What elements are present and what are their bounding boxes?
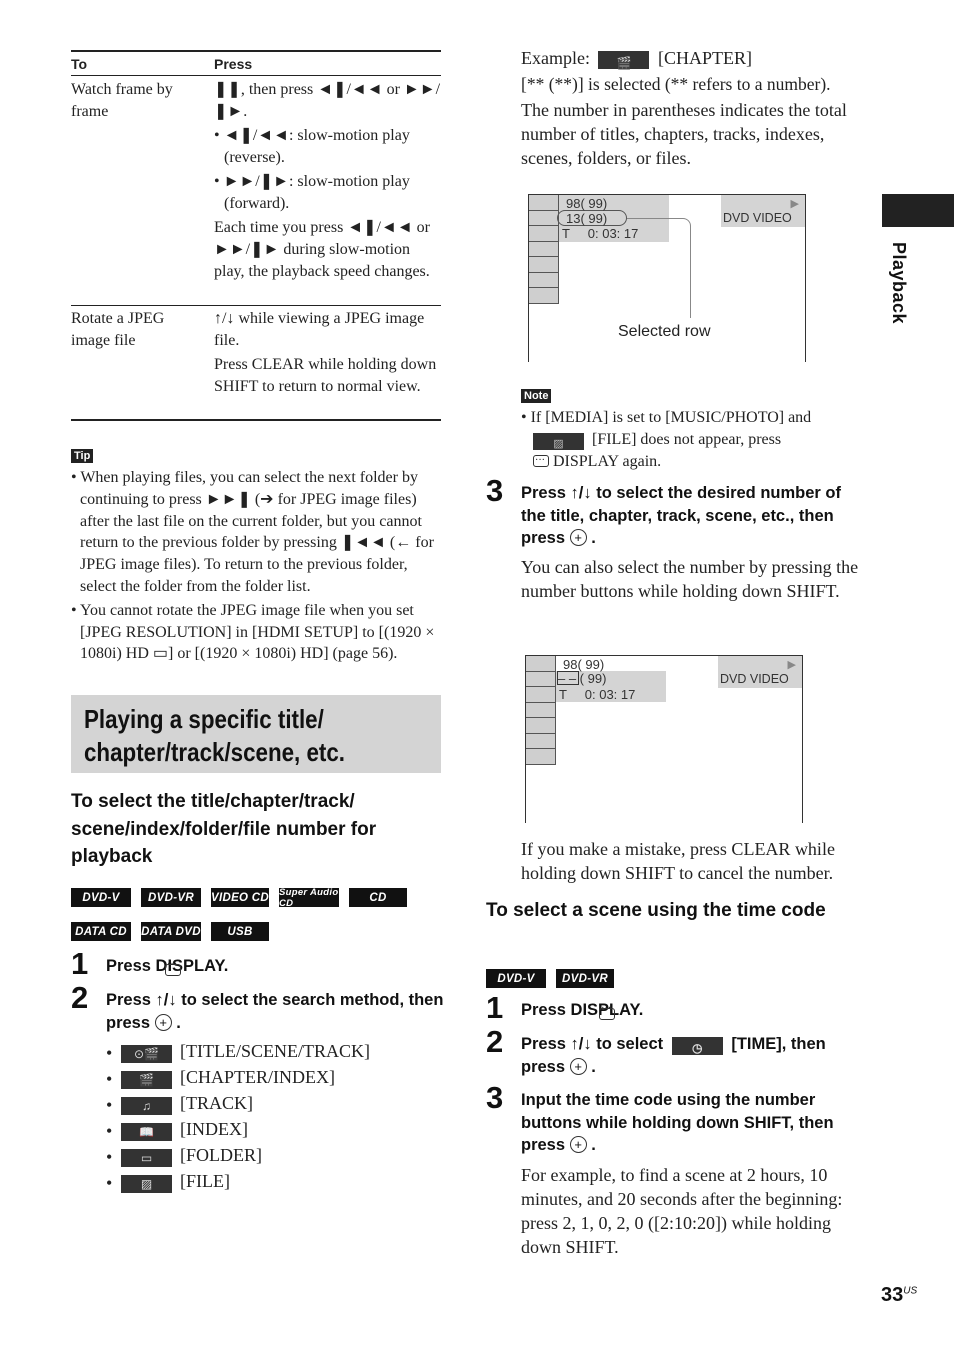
step-3-detail: You can also select the number by pressing the number buttons while holding down SHIFT. <box>521 557 859 601</box>
step-1-text: Press DISPLAY. <box>521 1001 644 1019</box>
tip-label: Tip <box>71 449 93 463</box>
example-chapter: [CHAPTER] <box>657 48 752 68</box>
example-selected: [** (**)] is selected (** refers to a number). <box>521 74 831 94</box>
osd-disc-type-box <box>721 195 805 227</box>
badge-cd: CD <box>349 888 407 907</box>
step-number: 1 <box>486 990 504 1025</box>
mistake-note: If you make a mistake, press CLEAR while holding down SHIFT to cancel the number. <box>521 839 835 883</box>
example-line <box>521 46 861 70</box>
step-1-text: Press DISPLAY. <box>106 957 229 975</box>
file-icon: ▨ <box>121 1175 172 1193</box>
step-2-text: Press ↑/↓ to select the search method, then press <box>106 991 444 1032</box>
table-row <box>71 76 441 306</box>
press-line: • ◄❚/◄◄: slow-motion play (reverse). <box>214 127 410 166</box>
osd-title-number: 98( 99) <box>566 196 608 211</box>
enter-button-icon <box>570 529 587 546</box>
title-icon: ⊙🎬 <box>121 1045 172 1063</box>
list-item-label: [INDEX] <box>180 1119 248 1139</box>
page-number-suffix: US <box>903 1285 918 1297</box>
list-item-label: [TITLE/SCENE/TRACK] <box>180 1041 370 1061</box>
row-press <box>214 79 441 285</box>
table-row <box>71 306 441 421</box>
osd-chapter-number: 13( 99) <box>566 211 608 226</box>
step-text: Input the time code using the number buttons while holding down SHIFT, then press + . <box>521 1089 861 1157</box>
col-press-header: Press <box>214 56 253 72</box>
tip-list <box>71 467 441 667</box>
osd-display-example <box>528 194 806 362</box>
display-button-icon <box>533 455 549 467</box>
step-text: Press ↑/↓ to select ◷ [TIME], then press + . <box>521 1033 861 1078</box>
press-line: • ►►/❚►: slow-motion play (forward). <box>214 173 410 212</box>
step-2-text: Press ↑/↓ to select <box>521 1035 664 1053</box>
chapter-icon: 🎬 <box>121 1071 172 1089</box>
file-icon: ▨ <box>533 433 584 450</box>
badge-dvd-vr: DVD-VR <box>556 969 614 988</box>
step-number: 1 <box>71 946 89 981</box>
section-title: Playing a specific title/ chapter/track/scene, etc. <box>84 704 346 767</box>
step-2-text: press <box>521 1057 566 1076</box>
osd-icon-column <box>529 195 559 304</box>
osd-display-input <box>525 655 803 823</box>
step-text <box>106 955 446 978</box>
osd-time: T 0: 03: 17 <box>562 226 639 241</box>
page-number-value: 33 <box>881 1284 904 1306</box>
osd-time: T 0: 03: 17 <box>559 687 636 702</box>
press-line: Each time you press ◄❚/◄◄ or ►►/❚► during slow-motion play, the playback speed changes. <box>214 219 430 280</box>
osd-disc-type: DVD VIDEO <box>723 211 792 225</box>
tip-item: • When playing files, you can select the next folder by continuing to press ►►❚ (➔ for JPEG image files) after the last file on the current folder, but you cannot return to the previous folder by pressing ❚◄◄ (← for JPEG image files). To return to the previous folder, select the folder from the folder list. <box>71 469 434 595</box>
display-button-icon <box>165 964 181 976</box>
note-text <box>521 407 861 473</box>
osd-title-number: 98( 99) <box>563 657 605 672</box>
badge-video-cd: VIDEO CD <box>211 888 269 907</box>
press-line: ↑/↓ while viewing a JPEG image file. <box>214 310 425 349</box>
chapter-icon: 🎬 <box>598 51 649 69</box>
row-to: Watch frame by frame <box>71 81 173 120</box>
osd-icon-column <box>526 656 556 765</box>
osd-disc-type: DVD VIDEO <box>720 672 789 686</box>
press-line: Press CLEAR while holding down SHIFT to return to normal view. <box>214 356 437 395</box>
play-icon: ▶ <box>787 659 796 671</box>
subheading-select-number: To select the title/chapter/track/ scene/index/folder/file number for playback <box>71 791 377 867</box>
tip-item: • You cannot rotate the JPEG image file when you set [JPEG RESOLUTION] in [HDMI SETUP] to [(1920 × 1080i) HD ▭] or [(1920 × 1080i) HD] (page 56). <box>71 601 435 663</box>
badge-data-dvd: DATA DVD <box>141 922 201 941</box>
osd-disc-type-box <box>718 656 802 688</box>
list-item-label: [FILE] <box>180 1171 230 1191</box>
table-header <box>71 50 441 76</box>
step-number: 2 <box>486 1024 504 1059</box>
track-icon: ♫ <box>121 1097 172 1115</box>
badge-dvd-v: DVD-V <box>71 888 131 907</box>
section-tab-marker <box>882 194 954 227</box>
badge-usb: USB <box>211 922 269 941</box>
section-heading-box <box>71 695 441 773</box>
step-3-text: Press ↑/↓ to select the desired number of the title, chapter, track, scene, etc., then press <box>521 484 842 547</box>
index-icon: 📖 <box>121 1123 172 1141</box>
step-text: Press ↑/↓ to select the desired number of the title, chapter, track, scene, etc., then press + . <box>521 482 861 550</box>
step-number: 3 <box>486 1080 504 1115</box>
step-number: 2 <box>71 980 89 1015</box>
list-item-label: [TRACK] <box>180 1093 253 1113</box>
operations-table <box>71 50 441 421</box>
clock-icon: ◷ <box>672 1037 723 1055</box>
section-side-label: Playback <box>889 242 909 325</box>
press-line: ❚❚, then press ◄❚/◄◄ or ►►/ ❚►. <box>214 81 441 120</box>
badge-data-cd: DATA CD <box>71 922 131 941</box>
badge-super-audio-cd: Super Audio CD <box>279 886 339 909</box>
example-explanation: The number in parentheses indicates the total number of titles, chapters, tracks, indexes, scenes, folders, or files. <box>521 100 847 168</box>
selected-row-callout: Selected row <box>618 323 711 340</box>
note-line: • If [MEDIA] is set to [MUSIC/PHOTO] and <box>521 409 812 426</box>
step-text: Press ↑/↓ to select the search method, then press + . <box>106 989 446 1034</box>
note-line: DISPLAY again. <box>553 453 662 470</box>
step-2-text: [TIME], then <box>731 1035 826 1053</box>
row-press <box>214 308 441 400</box>
step-3-text: Input the time code using the number buttons while holding down SHIFT, then press <box>521 1091 834 1154</box>
list-item-label: [CHAPTER/INDEX] <box>180 1067 335 1087</box>
enter-button-icon <box>155 1014 172 1031</box>
note-line: [FILE] does not appear, press <box>592 431 782 448</box>
display-button-icon <box>599 1008 615 1020</box>
step-text <box>521 999 861 1022</box>
osd-chapter-input: – – ( 99) <box>558 671 607 686</box>
step-number: 3 <box>486 473 504 508</box>
folder-icon: ▭ <box>121 1149 172 1167</box>
example-label: Example: <box>521 48 590 68</box>
row-to: Rotate a JPEG image file <box>71 310 165 349</box>
enter-button-icon <box>570 1058 587 1075</box>
badge-dvd-vr: DVD-VR <box>141 888 201 907</box>
col-to-header: To <box>71 56 88 72</box>
page-number <box>881 1284 917 1307</box>
list-item-label: [FOLDER] <box>180 1145 262 1165</box>
badge-dvd-v: DVD-V <box>486 969 546 988</box>
time-code-example: For example, to find a scene at 2 hours, 10 minutes, and 20 seconds after the beginning: press 2, 1, 0, 2, 0 ([2:10:20]) while holding down SHIFT. <box>521 1165 843 1257</box>
note-label: Note <box>521 389 551 403</box>
play-icon: ▶ <box>790 198 799 210</box>
enter-button-icon <box>570 1136 587 1153</box>
subheading-time-code: To select a scene using the time code <box>486 900 826 921</box>
